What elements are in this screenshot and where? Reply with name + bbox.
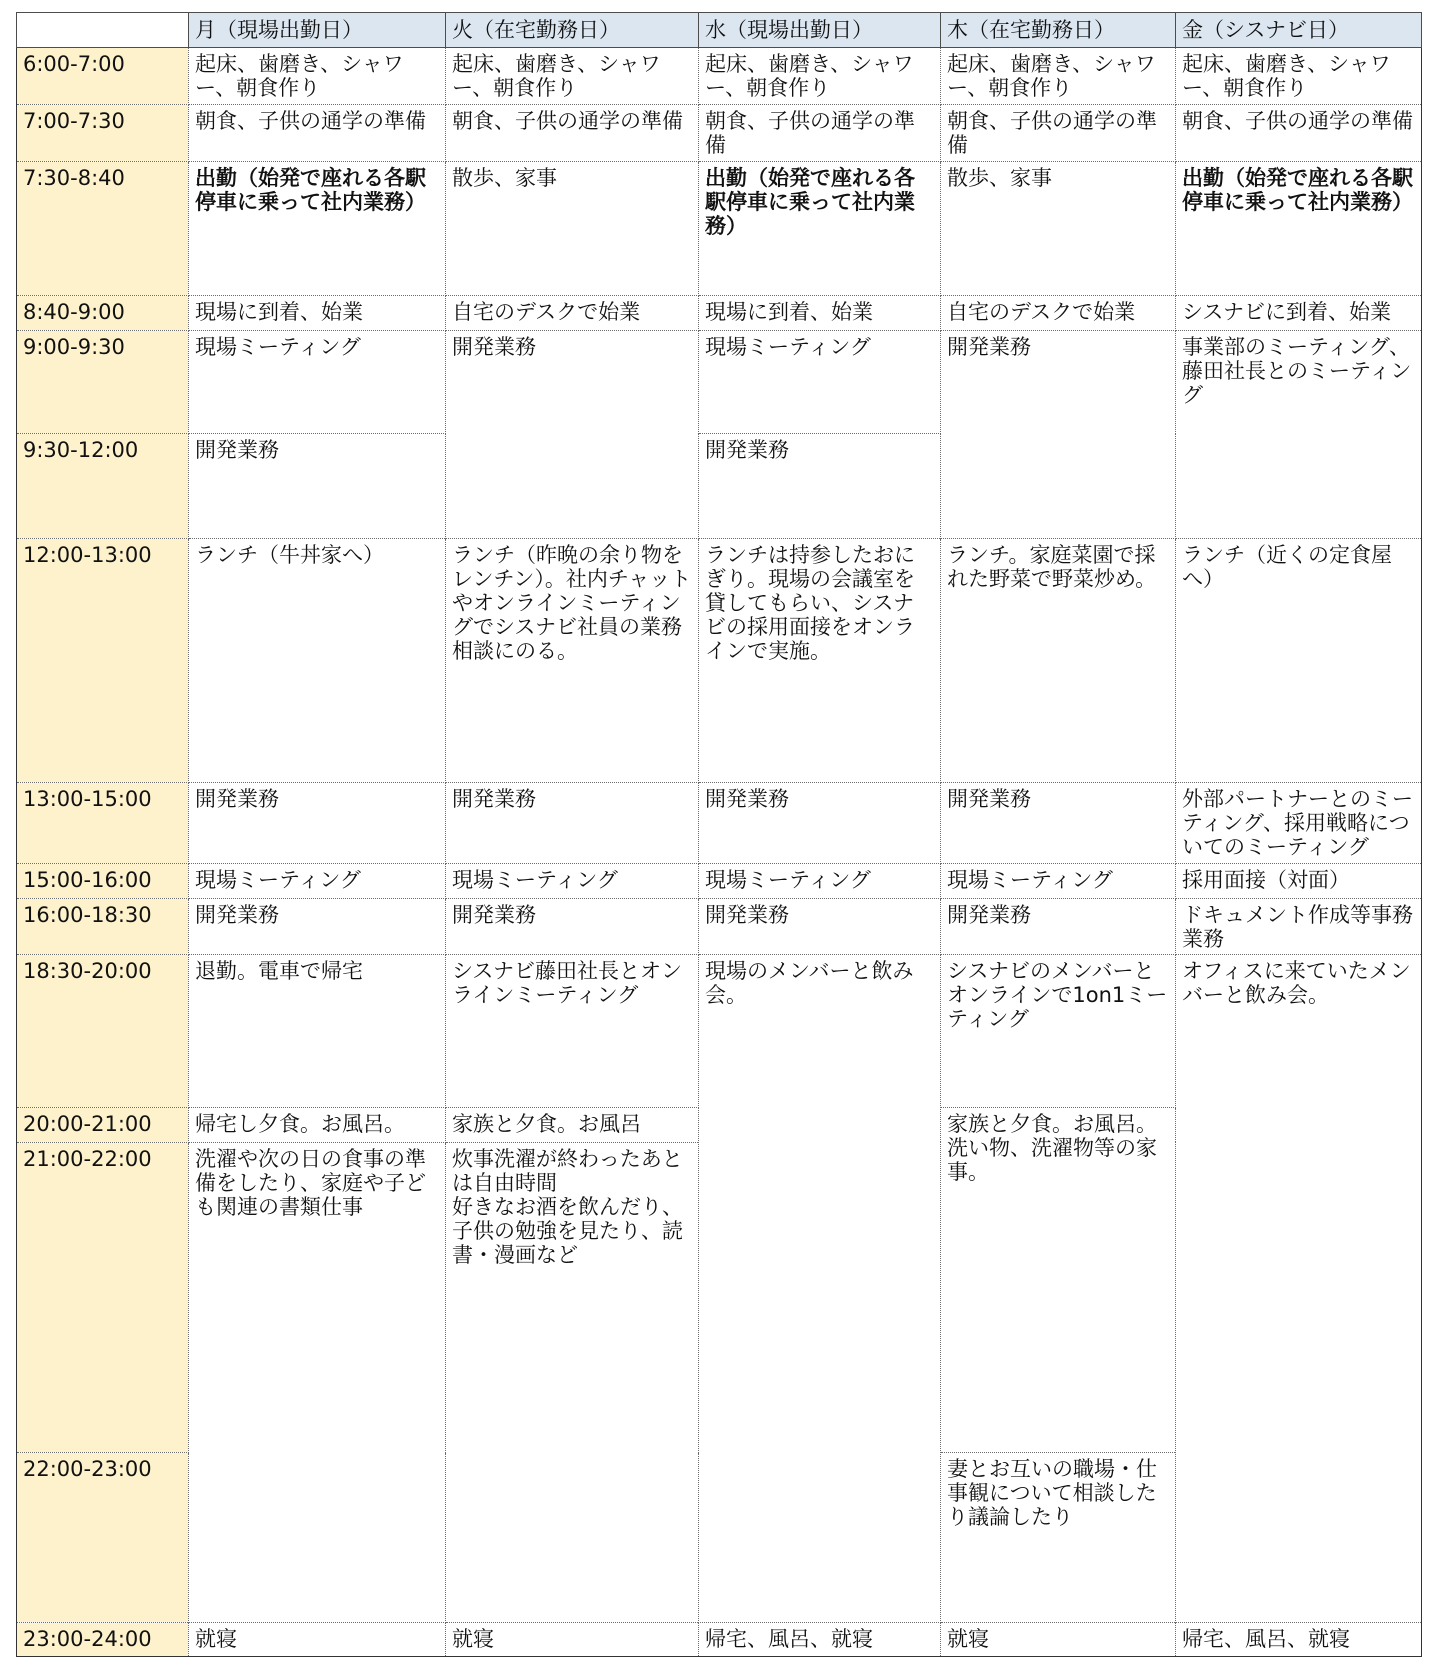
fri-0900: 事業部のミーティング、藤田社長とのミーティング [1176, 331, 1422, 539]
thu-0840: 自宅のデスクで始業 [941, 295, 1176, 330]
fri-0700: 朝食、子供の通学の準備 [1176, 105, 1422, 161]
thu-1830: シスナビのメンバーとオンラインで1on1ミーティング [941, 955, 1176, 1107]
row-1300 [17, 782, 1422, 863]
thu-1600: 開発業務 [941, 898, 1176, 954]
wed-1200: ランチは持参したおにぎり。現場の会議室を貸してもらい、シスナビの採用面接をオンラインで実施。 [699, 538, 941, 782]
tue-1300: 開発業務 [446, 782, 699, 863]
tue-1600: 開発業務 [446, 898, 699, 954]
mon-1830: 退勤。電車で帰宅 [189, 955, 446, 1107]
tue-2300: 就寝 [446, 1622, 699, 1656]
time-label: 9:00-9:30 [17, 331, 189, 434]
header-thursday: 木（在宅勤務日） [941, 13, 1176, 48]
thu-2000: 家族と夕食。お風呂。洗い物、洗濯物等の家事。 [941, 1107, 1176, 1453]
time-label: 12:00-13:00 [17, 538, 189, 782]
row-1830 [17, 955, 1422, 1107]
fri-1830: オフィスに来ていたメンバーと飲み会。 [1176, 955, 1422, 1622]
mon-2000: 帰宅し夕食。お風呂。 [189, 1107, 446, 1142]
fri-0840: シスナビに到着、始業 [1176, 295, 1422, 330]
fri-0600: 起床、歯磨き、シャワー、朝食作り [1176, 48, 1422, 105]
wed-1830: 現場のメンバーと飲み会。 [699, 955, 941, 1622]
tue-2000: 家族と夕食。お風呂 [446, 1107, 699, 1142]
row-0700 [17, 105, 1422, 161]
row-1600 [17, 898, 1422, 954]
mon-0600: 起床、歯磨き、シャワー、朝食作り [189, 48, 446, 105]
wed-1300: 開発業務 [699, 782, 941, 863]
row-1200 [17, 538, 1422, 782]
header-tuesday: 火（在宅勤務日） [446, 13, 699, 48]
wed-0930: 開発業務 [699, 434, 941, 539]
tue-1500: 現場ミーティング [446, 863, 699, 898]
time-label: 13:00-15:00 [17, 782, 189, 863]
tue-1200: ランチ（昨晩の余り物をレンチン）。社内チャットやオンラインミーティングでシスナビ社員の業務相談にのる。 [446, 538, 699, 782]
mon-0840: 現場に到着、始業 [189, 295, 446, 330]
fri-2300: 帰宅、風呂、就寝 [1176, 1622, 1422, 1656]
time-label: 21:00-22:00 [17, 1142, 189, 1453]
schedule-table [16, 12, 1422, 1657]
thu-1300: 開発業務 [941, 782, 1176, 863]
thu-1200: ランチ。家庭菜園で採れた野菜で野菜炒め。 [941, 538, 1176, 782]
mon-1200: ランチ（牛丼家へ） [189, 538, 446, 782]
row-0900 [17, 331, 1422, 434]
wed-0840: 現場に到着、始業 [699, 295, 941, 330]
time-label: 6:00-7:00 [17, 48, 189, 105]
time-label: 7:00-7:30 [17, 105, 189, 161]
thu-0730: 散歩、家事 [941, 161, 1176, 295]
tue-2100: 炊事洗濯が終わったあとは自由時間 好きなお酒を飲んだり、子供の勉強を見たり、読書・漫画など [446, 1142, 699, 1622]
thu-0700: 朝食、子供の通学の準備 [941, 105, 1176, 161]
wed-0600: 起床、歯磨き、シャワー、朝食作り [699, 48, 941, 105]
mon-0930: 開発業務 [189, 434, 446, 539]
wed-2300: 帰宅、風呂、就寝 [699, 1622, 941, 1656]
wed-1600: 開発業務 [699, 898, 941, 954]
time-label: 16:00-18:30 [17, 898, 189, 954]
header-friday: 金（シスナビ日） [1176, 13, 1422, 48]
wed-0700: 朝食、子供の通学の準備 [699, 105, 941, 161]
fri-1600: ドキュメント作成等事務業務 [1176, 898, 1422, 954]
mon-0700: 朝食、子供の通学の準備 [189, 105, 446, 161]
wed-0900: 現場ミーティング [699, 331, 941, 434]
tue-0730: 散歩、家事 [446, 161, 699, 295]
time-label: 23:00-24:00 [17, 1622, 189, 1656]
header-monday: 月（現場出勤日） [189, 13, 446, 48]
corner-cell [17, 13, 189, 48]
time-label: 8:40-9:00 [17, 295, 189, 330]
header-wednesday: 水（現場出勤日） [699, 13, 941, 48]
mon-2300: 就寝 [189, 1622, 446, 1656]
tue-0700: 朝食、子供の通学の準備 [446, 105, 699, 161]
time-label: 9:30-12:00 [17, 434, 189, 539]
time-label: 20:00-21:00 [17, 1107, 189, 1142]
thu-0600: 起床、歯磨き、シャワー、朝食作り [941, 48, 1176, 105]
wed-0730: 出勤（始発で座れる各駅停車に乗って社内業務） [699, 161, 941, 295]
fri-1300: 外部パートナーとのミーティング、採用戦略についてのミーティング [1176, 782, 1422, 863]
thu-2200: 妻とお互いの職場・仕事観について相談したり議論したり [941, 1453, 1176, 1622]
time-label: 22:00-23:00 [17, 1453, 189, 1622]
mon-2100: 洗濯や次の日の食事の準備をしたり、家庭や子ども関連の書類仕事 [189, 1142, 446, 1622]
mon-0900: 現場ミーティング [189, 331, 446, 434]
time-label: 18:30-20:00 [17, 955, 189, 1107]
time-label: 15:00-16:00 [17, 863, 189, 898]
mon-0730: 出勤（始発で座れる各駅停車に乗って社内業務） [189, 161, 446, 295]
tue-0840: 自宅のデスクで始業 [446, 295, 699, 330]
time-label: 7:30-8:40 [17, 161, 189, 295]
mon-1500: 現場ミーティング [189, 863, 446, 898]
mon-1300: 開発業務 [189, 782, 446, 863]
fri-1500: 採用面接（対面） [1176, 863, 1422, 898]
thu-0900: 開発業務 [941, 331, 1176, 539]
row-1500 [17, 863, 1422, 898]
row-0600 [17, 48, 1422, 105]
header-row [17, 13, 1422, 48]
tue-0600: 起床、歯磨き、シャワー、朝食作り [446, 48, 699, 105]
wed-1500: 現場ミーティング [699, 863, 941, 898]
row-0840 [17, 295, 1422, 330]
tue-0900: 開発業務 [446, 331, 699, 539]
row-2300 [17, 1622, 1422, 1656]
mon-1600: 開発業務 [189, 898, 446, 954]
row-0730 [17, 161, 1422, 295]
tue-1830: シスナビ藤田社長とオンラインミーティング [446, 955, 699, 1107]
fri-1200: ランチ（近くの定食屋へ） [1176, 538, 1422, 782]
thu-1500: 現場ミーティング [941, 863, 1176, 898]
fri-0730: 出勤（始発で座れる各駅停車に乗って社内業務） [1176, 161, 1422, 295]
thu-2300: 就寝 [941, 1622, 1176, 1656]
